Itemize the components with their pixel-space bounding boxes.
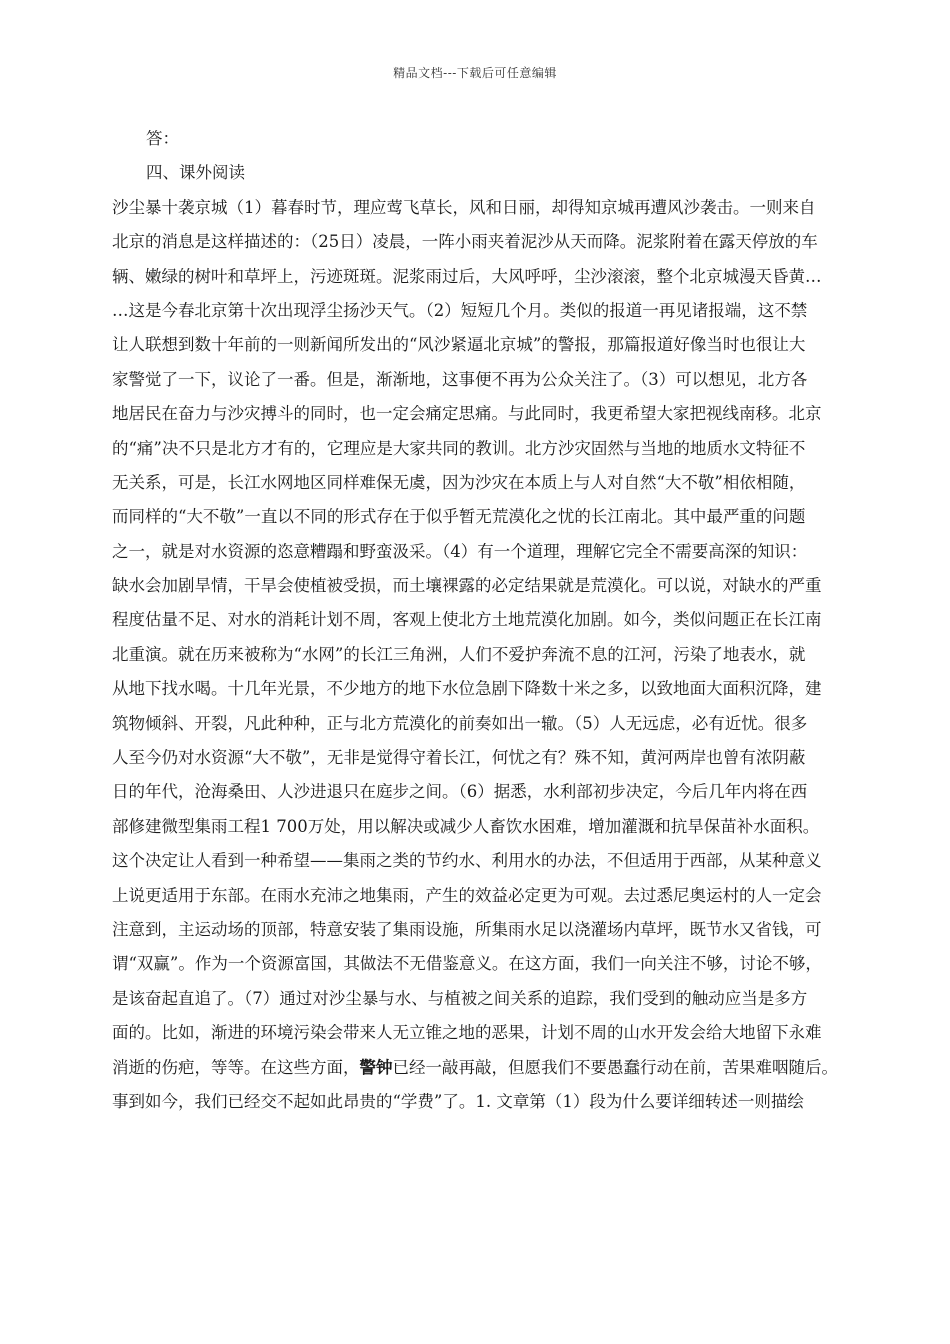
- passage-line-14: 北重演。就在历来被称为“水网”的长江三角洲，人们不爱护奔流不息的江河，污染了地表水，就: [112, 644, 806, 664]
- page-header: 精品文档---下载后可任意编辑: [393, 66, 557, 80]
- passage-line-26: [112, 1051, 852, 1085]
- passage-line-15: 从地下找水喝。十几年光景，不少地方的地下水位急剧下降数十米之多，以致地面大面积沉降，建: [112, 679, 822, 699]
- passage-line-10: 而同样的“大不敬”一直以不同的形式存在于似乎暂无荒漠化之忧的长江南北。其中最严重的问题: [112, 507, 806, 527]
- document-body: [112, 122, 852, 1119]
- passage-line-22: 注意到，主运动场的顶部，特意安装了集雨设施，所集雨水足以浇灌场内草坪，既节水又省钱，可: [112, 919, 822, 939]
- passage-line-6: 家警觉了一下，议论了一番。但是，渐渐地，这事便不再为公众关注了。（3）可以想见，北方各: [112, 369, 808, 389]
- section-heading: 四、课外阅读: [146, 163, 245, 183]
- passage-line-11: 之一，就是对水资源的恣意糟蹋和野蛮汲采。（4）有一个道理，理解它完全不需要高深的知识：: [112, 541, 808, 561]
- reading-passage: [112, 191, 852, 1120]
- passage-line-8: 的“痛”决不只是北方才有的，它理应是大家共同的教训。北方沙灾固然与当地的地质水文特征不: [112, 438, 806, 458]
- passage-line-12: 缺水会加剧旱情，干旱会使植被受损，而土壤裸露的必定结果就是荒漠化。可以说，对缺水的严重: [112, 576, 822, 596]
- passage-line-7: 地居民在奋力与沙灾搏斗的同时，也一定会痛定思痛。与此同时，我更希望大家把视线南移。北京: [112, 404, 822, 424]
- passage-line-21: 上说更适用于东部。在雨水充沛之地集雨，产生的效益必定更为可观。去过悉尼奥运村的人一定会: [112, 885, 822, 905]
- bold-term: 警钟: [359, 1057, 393, 1077]
- passage-line-4: …这是今春北京第十次出现浮尘扬沙天气。（2）短短几个月。类似的报道一再见诸报端，这不禁: [112, 300, 808, 320]
- passage-line-20: 这个决定让人看到一种希望——集雨之类的节约水、利用水的办法，不但适用于西部，从某种意义: [112, 851, 822, 871]
- passage-line-2: 北京的消息是这样描述的：（25日）凌晨，一阵小雨夹着泥沙从天而降。泥浆附着在露天停放的车: [112, 232, 818, 252]
- passage-line-23: 谓“双赢”。作为一个资源富国，其做法不无借鉴意义。在这方面，我们一向关注不够，讨论不够，: [112, 954, 822, 974]
- passage-line-27: 事到如今，我们已经交不起如此昂贵的“学费”了。1. 文章第（1）段为什么要详细转述一则描绘: [112, 1091, 804, 1111]
- passage-line-3: 辆、嫩绿的树叶和草坪上，污迹斑斑。泥浆雨过后，大风呼呼，尘沙滚滚，整个北京城漫天昏黄…: [112, 266, 822, 286]
- passage-line-19: 部修建微型集雨工程1 700万处，用以解决或减少人畜饮水困难，增加灌溉和抗旱保苗补水面积。: [112, 816, 820, 836]
- passage-line-24: 是该奋起直追了。（7）通过对沙尘暴与水、与植被之间关系的追踪，我们受到的触动应当是多方: [112, 988, 808, 1008]
- passage-line-25: 面的。比如，渐进的环境污染会带来人无立锥之地的恶果，计划不周的山水开发会给大地留下永难: [112, 1023, 822, 1043]
- answer-label: 答：: [146, 129, 179, 148]
- passage-line-5: 让人联想到数十年前的一则新闻所发出的“风沙紧逼北京城”的警报，那篇报道好像当时也很让大: [112, 335, 806, 355]
- passage-line-26-after: 已经一敲再敲，但愿我们不要愚蠢行动在前，苦果难咽随后。: [392, 1057, 838, 1077]
- passage-line-16: 筑物倾斜、开裂，凡此种种，正与北方荒漠化的前奏如出一辙。（5）人无远虑，必有近忧。很多: [112, 713, 808, 733]
- passage-line-17: 人至今仍对水资源“大不敬”，无非是觉得守着长江，何忧之有？殊不知，黄河两岸也曾有浓阴蔽: [112, 748, 806, 768]
- passage-line-13: 程度估量不足、对水的消耗计划不周，客观上使北方土地荒漠化加剧。如今，类似问题正在长江南: [112, 610, 822, 630]
- passage-line-9: 无关系，可是，长江水网地区同样难保无虞，因为沙灾在本质上与人对自然“大不敬”相依相随，: [112, 472, 806, 492]
- passage-line-26-before: 消逝的伤疤，等等。在这些方面，: [112, 1057, 360, 1077]
- passage-line-18: 日的年代，沧海桑田、人沙进退只在庭步之间。（6）据悉，水利部初步决定，今后几年内将在西: [112, 782, 808, 802]
- passage-line-1: 沙尘暴十袭京城（1）暮春时节，理应莺飞草长，风和日丽，却得知京城再遭风沙袭击。一则来自: [112, 197, 816, 217]
